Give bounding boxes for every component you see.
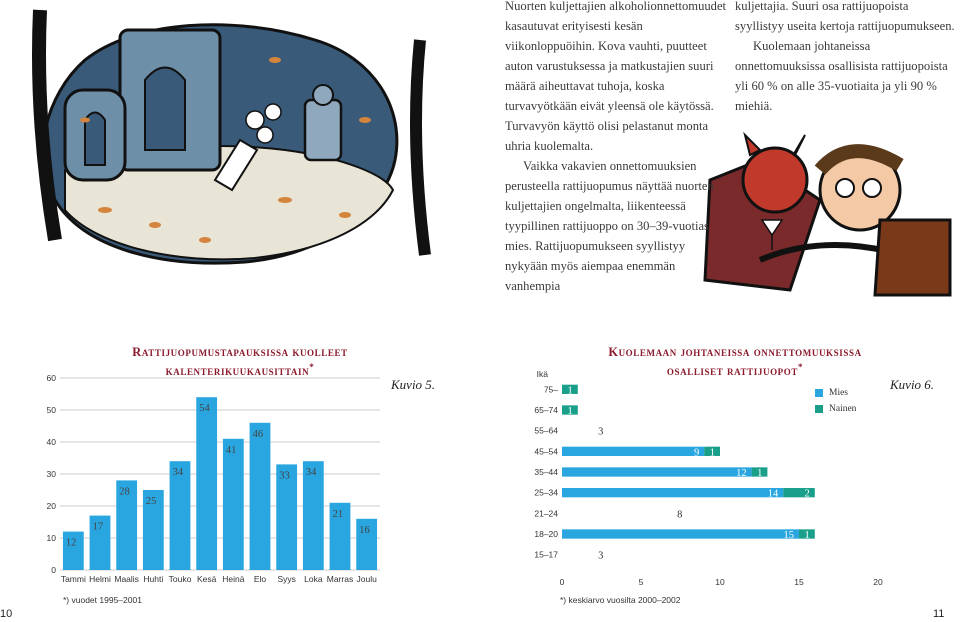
paragraph: Kuolemaan johtaneissa onnettomuuksissa osallisista rattijuopoista yli 60 % on alle 35-vuotiaita ja yli 90 % miehiä. — [735, 39, 948, 113]
bar-value-label: 9 — [693, 447, 700, 459]
bar-men — [562, 488, 783, 497]
text-column-1 — [505, 0, 727, 296]
x-tick-label: 20 — [873, 577, 883, 587]
bar-value-label: 3 — [598, 426, 604, 438]
legend-label-women: Nainen — [829, 404, 857, 414]
legend-label-men: Mies — [829, 388, 848, 398]
x-tick-label: 10 — [715, 577, 725, 587]
y-tick-label: 25–34 — [534, 487, 558, 498]
bar-value-label: 1 — [757, 468, 763, 479]
y-tick-label: 65–74 — [534, 405, 558, 415]
bar-value-label: 34 — [305, 467, 317, 479]
bar-value-label: 54 — [199, 403, 210, 415]
kuvio5-title-line1: Rattijuopumustapauksissa kuolleet — [132, 345, 348, 359]
x-tick-label: Marras — [326, 574, 354, 584]
footnote-mark: * — [309, 362, 315, 372]
legend-swatch-women — [815, 405, 823, 413]
x-tick-label: 0 — [559, 577, 565, 587]
bar-value-label: 28 — [119, 486, 130, 498]
bar — [223, 439, 244, 570]
bar-value-label: 16 — [359, 524, 370, 536]
paragraph: Nuorten kuljettajien alkoholionnettomuudet kasautuvat erityisesti kesän viikonloppuöihin. Kova vauhti, puutteet auton varustuksessa ja matkustajien suuri määrä aiheuttavat tuhoja, koska turvavyötkään eivät yleensä ole käytössä. Turvavyön käyttö olisi pelastanut monta uhria kuolemalta. — [505, 0, 727, 153]
x-tick-label: Heinä — [222, 574, 245, 584]
kuvio6-title-line1: Kuolemaan johtaneissa onnettomuuksissa — [608, 345, 862, 359]
kuvio5-label: Kuvio 5. — [391, 377, 436, 392]
y-tick-label: 15–17 — [534, 549, 558, 560]
bar — [196, 397, 217, 570]
x-tick-label: Huhti — [143, 574, 164, 584]
y-tick-label: 21–24 — [534, 508, 558, 519]
y-tick-label: 30 — [46, 469, 56, 479]
y-tick-label: 75– — [543, 384, 558, 395]
bar-value-label: 21 — [332, 508, 344, 520]
x-tick-label: Helmi — [89, 574, 111, 584]
bar-value-label: 1 — [567, 385, 573, 397]
y-tick-label: 45–54 — [534, 446, 558, 457]
bar-value-label: 15 — [783, 530, 794, 541]
bar-value-label: 46 — [252, 428, 264, 440]
bar-value-label: 1 — [567, 406, 573, 417]
bar-men — [562, 529, 799, 538]
bar-value-label: 33 — [279, 470, 290, 482]
x-tick-label: Kesä — [196, 574, 217, 584]
bar-men — [562, 467, 752, 476]
cemetery-illustration — [25, 0, 505, 270]
bar — [250, 423, 271, 570]
kuvio6-legend — [815, 388, 856, 414]
bar-value-label: 14 — [767, 488, 779, 500]
y-tick-label: 20 — [46, 501, 56, 511]
y-axis-label: Ikä — [536, 369, 548, 379]
x-tick-label: Loka — [304, 574, 323, 584]
x-tick-label: Tammi — [60, 574, 86, 584]
bar-men — [562, 447, 704, 459]
bar-value-label: 8 — [677, 509, 683, 521]
y-tick-label: 50 — [46, 405, 56, 415]
kuvio6-label: Kuvio 6. — [890, 377, 935, 392]
paragraph: Vaikka vakavien onnettomuuksien perusteella rattijuopumus näyttää nuorten kuljettajien ongelmalta, liikenteessä tyypillinen rattijuoppo on 30–39-vuotias mies. Rattijuopumukseen syyllistyy nykyään myös aiempaa enemmän vanhempia — [505, 159, 714, 293]
y-tick-label: 55–64 — [534, 425, 558, 436]
legend-swatch-men — [815, 389, 823, 397]
x-tick-label: Touko — [168, 574, 192, 584]
drunk-driver-illustration — [700, 120, 960, 300]
bar-value-label: 1 — [804, 530, 810, 541]
x-tick-label: Maalis — [114, 574, 139, 584]
kuvio6-footnote: *) keskiarvo vuosilta 2000–2002 — [560, 595, 681, 605]
bar-value-label: 1 — [709, 447, 715, 459]
bar-value-label: 34 — [172, 467, 184, 479]
x-tick-label: 15 — [794, 577, 804, 587]
bar-value-label: 17 — [92, 521, 104, 533]
x-tick-label: 5 — [638, 577, 644, 587]
x-tick-label: Joulu — [356, 574, 377, 584]
bar-value-label: 12 — [736, 468, 747, 479]
bar-value-label: 12 — [65, 537, 77, 549]
bar-value-label: 41 — [225, 444, 237, 456]
text-column-2 — [735, 0, 957, 116]
bar-women — [783, 488, 815, 497]
x-tick-label: Elo — [253, 574, 267, 584]
page-number-right: 11 — [933, 608, 945, 620]
kuvio6-title-line2: osalliset rattijuopot — [666, 364, 798, 379]
footnote-mark: * — [797, 362, 804, 372]
kuvio5-title-line2: kalenterikuukausittain — [165, 364, 310, 379]
y-tick-label: 10 — [46, 533, 56, 543]
y-tick-label: 60 — [46, 373, 56, 383]
bar-value-label: 3 — [598, 550, 604, 562]
x-tick-label: Syys — [277, 574, 296, 584]
y-tick-label: 40 — [46, 437, 56, 447]
y-tick-label: 35–44 — [534, 467, 558, 477]
page-number-left: 10 — [0, 608, 13, 620]
bar-value-label: 25 — [145, 496, 157, 507]
y-tick-label: 0 — [51, 565, 56, 575]
bar-value-label: 2 — [804, 488, 810, 500]
y-tick-label: 18–20 — [534, 529, 558, 539]
kuvio5-bar-chart — [30, 370, 390, 590]
paragraph: kuljettajia. Suuri osa rattijuopoista syyllistyy useita kertoja rattijuopumukseen. — [735, 0, 955, 33]
kuvio5-footnote: *) vuodet 1995–2001 — [63, 595, 142, 605]
